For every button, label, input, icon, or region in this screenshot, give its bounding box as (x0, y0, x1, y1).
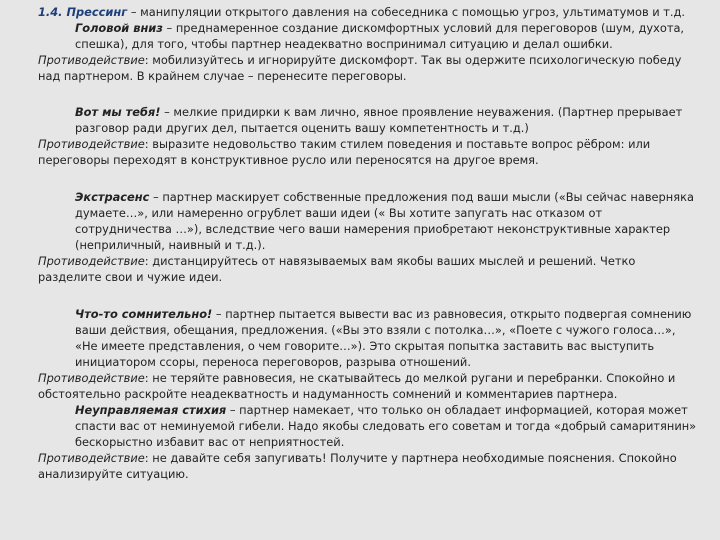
text-doubtful: – партнер пытается вывести вас из равновесия, открыто подвергая сомнению ваши действия, обещания, предложения. («Вы это взяли с потолка…», «Поете с чужого голоса…», «Не имеете представления, о чем говорите…»). Это скрытая попытка заставить вас выступить инициатором ссоры, переноса переговоров, разрыва отношений. (75, 307, 692, 369)
paragraph-head-down (38, 20, 698, 52)
counter-label: Противодействие (38, 137, 145, 151)
counter-head-down (38, 52, 698, 84)
term-head-down: Головой вниз (75, 21, 163, 35)
section-heading (38, 4, 698, 20)
section-doubtful (38, 306, 698, 482)
counter-text: : не давайте себя запугивать! Получите у партнера необходимые пояснения. Спокойно анализируйте ситуацию. (38, 451, 677, 481)
term-psychic: Экстрасенс (75, 190, 150, 204)
counter-text: : выразите недовольство таким стилем поведения и поставьте вопрос рёбром: или переговоры переходят в конструктивное русло или переносятся на другое время. (38, 137, 651, 167)
section-psychic (38, 189, 698, 285)
heading-text: – манипуляции открытого давления на собеседника с помощью угроз, ультиматумов и т.д. (127, 5, 686, 19)
paragraph-doubtful (38, 306, 698, 370)
text-uncontrolled: – партнер намекает, что только он обладает информацией, которая может спасти вас от неминуемой гибели. Надо якобы следовать его советам и тогда «добрый самаритянин» бескорыстно избавит вас от неприятностей. (75, 403, 697, 449)
counter-gotcha (38, 136, 698, 168)
counter-psychic (38, 253, 698, 285)
counter-text: : дистанцируйтесь от навязываемых вам якобы ваших мыслей и решений. Четко разделите свои и чужие идеи. (38, 254, 636, 284)
counter-uncontrolled (38, 450, 698, 482)
counter-label: Противодействие (38, 371, 145, 385)
paragraph-uncontrolled (38, 402, 698, 450)
term-gotcha: Вот мы тебя! (75, 105, 161, 119)
term-doubtful: Что-то сомнительно! (75, 307, 213, 321)
text-gotcha: – мелкие придирки к вам лично, явное проявление неуважения. (Партнер прерывает разговор ради других дел, пытается оценить вашу компетентность и т.д.) (75, 105, 683, 135)
term-uncontrolled: Неуправляемая стихия (75, 403, 227, 417)
counter-text: : мобилизуйтесь и игнорируйте дискомфорт. Так вы одержите психологическую победу над партнером. В крайнем случае – перенесите переговоры. (38, 53, 682, 83)
paragraph-psychic (38, 189, 698, 253)
section-pressing (38, 4, 698, 84)
heading-term: 1.4. Прессинг (38, 5, 128, 19)
section-gotcha (38, 104, 698, 168)
counter-text: : не теряйте равновесия, не скатывайтесь до мелкой ругани и перебранки. Спокойно и обстоятельно раскройте неадекватность и надуманность сомнений и комментариев партнера. (38, 371, 676, 401)
text-head-down: – преднамеренное создание дискомфортных условий для переговоров (шум, духота, спешка), для того, чтобы партнер неадекватно воспринимал ситуацию и делал ошибки. (75, 21, 685, 51)
counter-label: Противодействие (38, 254, 145, 268)
counter-doubtful (38, 370, 698, 402)
counter-label: Противодействие (38, 451, 145, 465)
text-psychic: – партнер маскирует собственные предложения под ваши мысли («Вы сейчас наверняка думаете…», или намеренно огрублет ваши идеи (« Вы хотите запугать нас отказом от сотрудничества …»), вследствие чего ваши намерения приобретают неконструктивные характер (неприличный, наивный и т.д.). (75, 190, 694, 252)
paragraph-gotcha (38, 104, 698, 136)
counter-label: Противодействие (38, 53, 145, 67)
